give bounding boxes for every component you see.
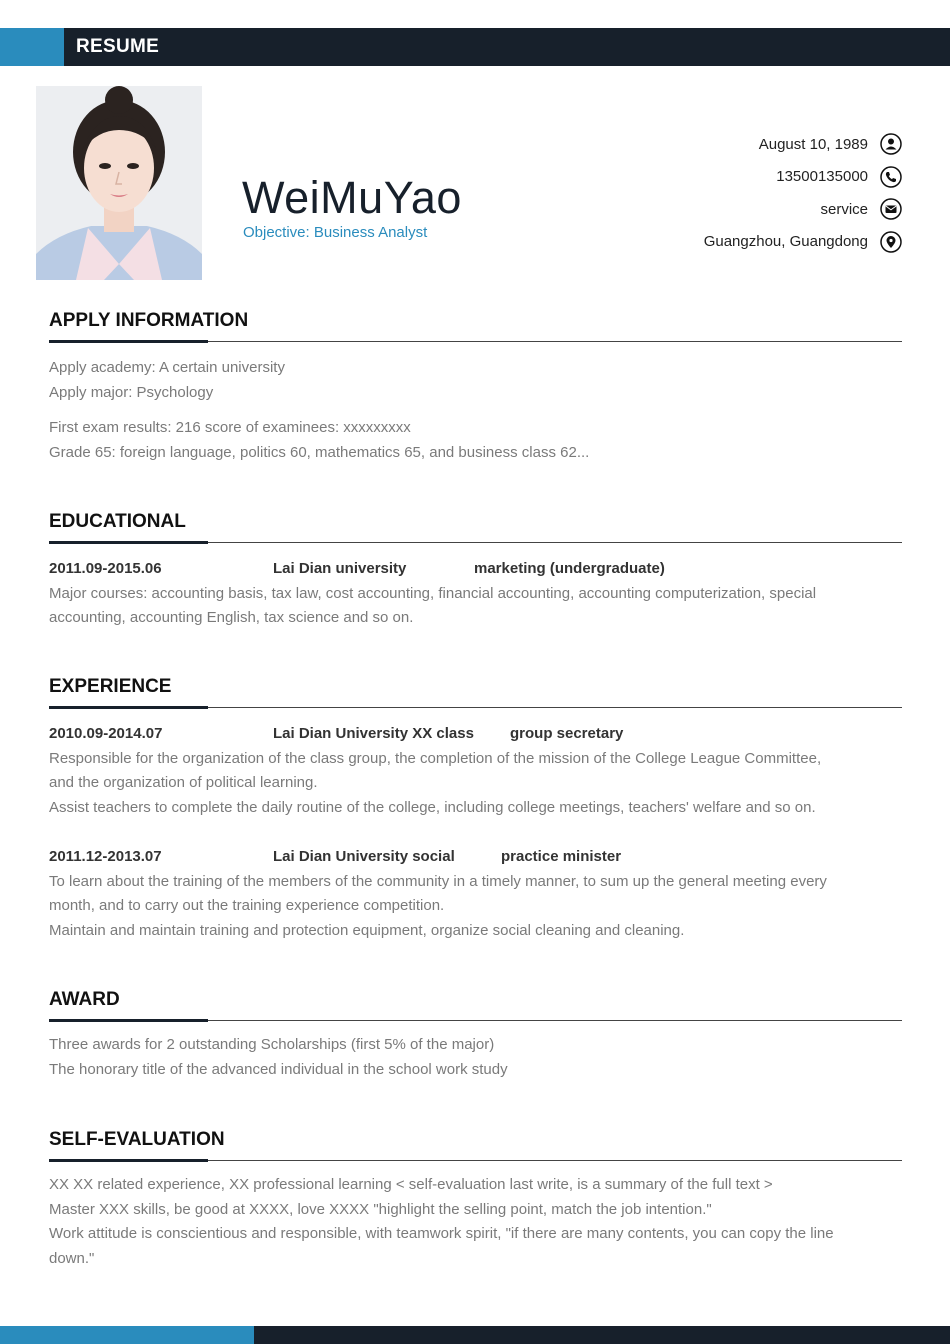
phone-icon (880, 166, 902, 188)
apply-line: Apply major: Psychology (49, 383, 214, 401)
apply-line: First exam results: 216 score of examinees: xxxxxxxxx (49, 419, 411, 436)
award-line: Three awards for 2 outstanding Scholarships (first 5% of the major) (49, 1036, 495, 1053)
section-title: EXPERIENCE (49, 676, 172, 697)
section-title: SELF-EVALUATION (49, 1129, 225, 1150)
self-evaluation-line: Master XXX skills, be good at XXXX, love XXXX "highlight the selling point, match the job intention." (49, 1200, 712, 1218)
experience-entry-header (49, 845, 902, 870)
section-title: EDUCATIONAL (49, 511, 186, 532)
award-line: The honorary title of the advanced individual in the school work study (49, 1060, 508, 1078)
contact-row-email (704, 193, 902, 226)
banner-title: RESUME (76, 36, 160, 57)
section-title: APPLY INFORMATION (49, 310, 249, 331)
section-award (49, 987, 902, 1082)
entry-date: 2010.09-2014.07 (49, 725, 163, 742)
entry-description: Major courses: accounting basis, tax law, cost accounting, financial accounting, accounting computerization, special (49, 584, 817, 602)
entry-role: group secretary (510, 725, 624, 742)
entry-description: month, and to carry out the training experience competition. (49, 897, 445, 914)
section-educational (49, 509, 902, 631)
section-experience (49, 674, 902, 943)
entry-organization: Lai Dian University XX class (273, 725, 474, 742)
section-title: AWARD (49, 989, 120, 1010)
entry-role: practice minister (501, 848, 622, 865)
entry-description: Responsible for the organization of the class group, the completion of the mission of the College League Committee, (49, 749, 822, 767)
apply-line: Grade 65: foreign language, politics 60, mathematics 65, and business class 62... (49, 443, 590, 461)
education-entry-header (49, 557, 902, 582)
objective-text: Objective: Business Analyst (243, 224, 428, 241)
entry-date: 2011.09-2015.06 (49, 560, 162, 577)
contact-row-birthday (704, 128, 902, 161)
section-divider (49, 541, 902, 545)
entry-role: marketing (undergraduate) (474, 560, 665, 577)
entry-organization: Lai Dian university (273, 560, 407, 577)
entry-organization: Lai Dian University social (273, 848, 455, 865)
entry-description: Assist teachers to complete the daily routine of the college, including college meetings, teachers' welfare and so on. (49, 798, 816, 816)
section-divider (49, 1019, 902, 1023)
section-divider (49, 340, 902, 344)
section-apply-information (49, 308, 902, 465)
self-evaluation-line: Work attitude is conscientious and responsible, with teamwork spirit, "if there are many contents, you can copy the line (49, 1225, 834, 1242)
section-self-evaluation (49, 1127, 902, 1271)
portrait-illustration (36, 86, 202, 280)
contact-birthday: August 10, 1989 (758, 135, 868, 153)
contact-row-phone (704, 161, 902, 194)
user-icon (880, 133, 902, 155)
contact-row-location (704, 226, 902, 259)
top-banner-accent (0, 28, 64, 66)
contact-list (704, 128, 902, 258)
experience-entry-header (49, 722, 902, 747)
entry-description: accounting, accounting English, tax science and so on. (49, 609, 414, 626)
entry-description: and the organization of political learning. (49, 774, 318, 791)
bottom-banner-accent (0, 1326, 254, 1344)
mail-icon (880, 198, 902, 220)
entry-date: 2011.12-2013.07 (49, 848, 162, 865)
apply-line: Apply academy: A certain university (49, 359, 285, 376)
entry-description: To learn about the training of the members of the community in a timely manner, to sum up the general meeting every (49, 872, 827, 890)
self-evaluation-line: XX XX related experience, XX professional learning < self-evaluation last write, is a summary of the full text > (49, 1176, 773, 1193)
candidate-name: WeiMuYao (242, 172, 462, 223)
self-evaluation-line: down." (49, 1249, 95, 1267)
section-divider (49, 706, 902, 710)
contact-email: service (820, 200, 868, 218)
entry-description: Maintain and maintain training and protection equipment, organize social cleaning and cleaning. (49, 921, 685, 939)
profile-photo (36, 86, 202, 280)
contact-location: Guangzhou, Guangdong (703, 233, 868, 251)
contact-phone: 13500135000 (776, 168, 868, 186)
section-divider (49, 1159, 902, 1163)
location-icon (880, 231, 902, 253)
